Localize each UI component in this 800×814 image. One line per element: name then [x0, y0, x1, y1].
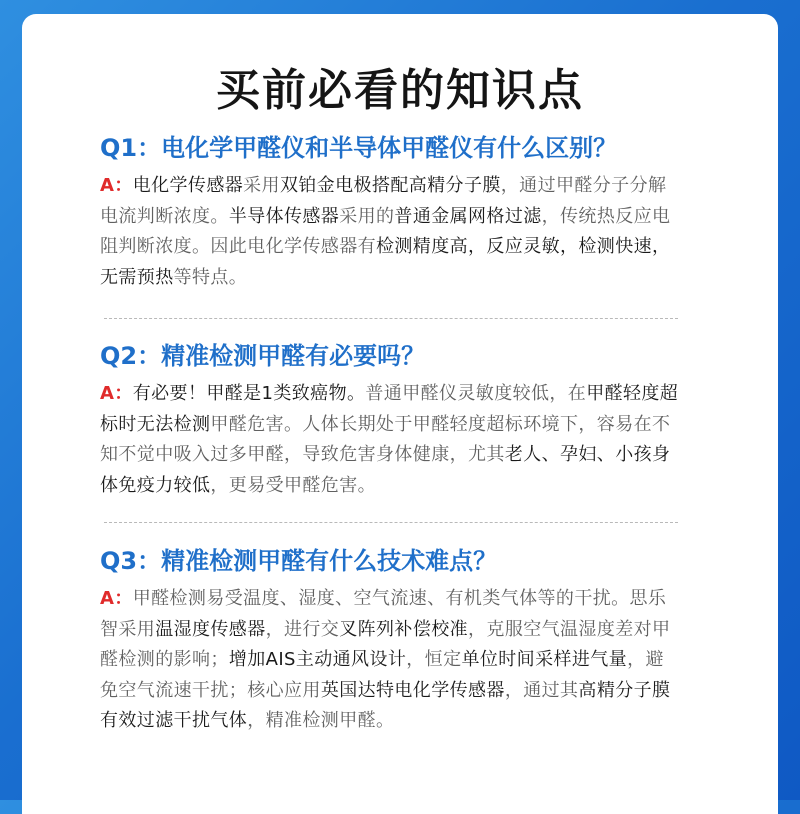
answer-label-2: A： [100, 383, 133, 404]
answer-text: ，恒定 [406, 649, 462, 670]
answer-text: ，避免空气流速干扰；核心应用 [100, 649, 664, 701]
answer-text: ，进行交 [265, 618, 340, 640]
answer-label-1: A： [100, 175, 133, 196]
answer-emphasis-text: 增加AIS主动通风设计 [228, 649, 407, 670]
answer-3 [100, 584, 680, 737]
answer-text: 采用的 [339, 205, 395, 227]
question-3: Q3：精准检测甲醛有什么技术难点？ [100, 547, 498, 575]
answer-text: ，更易受甲醛危害。 [210, 474, 377, 496]
answer-emphasis-text: 普通金属网格过滤 [394, 205, 542, 227]
divider-1 [104, 318, 678, 319]
answer-text: 普通甲醛仪灵敏度较低，在 [365, 383, 587, 404]
answer-2 [100, 379, 680, 501]
answer-text: 采用 [243, 175, 280, 196]
answer-text: ，通过其 [504, 679, 579, 701]
answer-emphasis-text: 温湿度传感器 [155, 618, 266, 640]
answer-emphasis-text: 甲醛轻度超标时无法检测 [100, 383, 679, 435]
question-1: Q1：电化学甲醛仪和半导体甲醛仪有什么区别？ [100, 134, 618, 162]
answer-emphasis-text: 电化学传感器 [132, 175, 244, 196]
divider-2 [104, 522, 678, 523]
qa-section-2 [100, 340, 680, 501]
answer-emphasis-text: 检测精度高，反应灵敏，检测快速，无需预热 [100, 236, 671, 288]
answer-text: ，精准检测甲醛。 [247, 710, 395, 731]
answer-emphasis-text: 老人、孕妇、小孩身体免疫力较低 [100, 444, 671, 496]
answer-emphasis-text: 高精分子膜有效过滤干扰气体 [100, 679, 671, 731]
qa-section-3 [100, 545, 680, 737]
answer-emphasis-text: 半导体传感器 [228, 205, 340, 227]
answer-text: 甲醛危害。人体长期处于甲醛轻度超标环境下，容易在不知不觉中吸入过多甲醛，导致危害身体健康，尤其 [100, 413, 671, 465]
answer-emphasis-text: 单位时间采样进气量 [461, 649, 628, 670]
answer-emphasis-text: 双铂金电极搭配高精分子膜 [279, 175, 501, 196]
qa-section-1 [100, 132, 680, 293]
answer-emphasis-text: 叉阵列补偿校准 [339, 618, 469, 640]
question-2: Q2：精准检测甲醛有必要吗？ [100, 342, 426, 370]
answer-text: ，通过甲醛分子分解电流判断浓度。 [100, 175, 667, 227]
answer-text: 甲醛检测易受温度、湿度、空气流速、有机类气体等的干扰。思乐智采用 [100, 588, 667, 640]
answer-text: ，克服空气温湿度差对甲醛检测的影响； [100, 618, 671, 670]
answer-label-3: A： [100, 588, 133, 609]
answer-text: 等特点。 [173, 266, 248, 288]
page-title: 买前必看的知识点 [216, 65, 584, 116]
answer-text: ，传统热反应电阻判断浓度。因此电化学传感器有 [100, 205, 671, 257]
answer-emphasis-text: 英国达特电化学传感器 [320, 679, 505, 701]
answer-emphasis-text: 有必要！甲醛是1类致癌物。 [132, 383, 366, 404]
answer-1 [100, 171, 680, 293]
